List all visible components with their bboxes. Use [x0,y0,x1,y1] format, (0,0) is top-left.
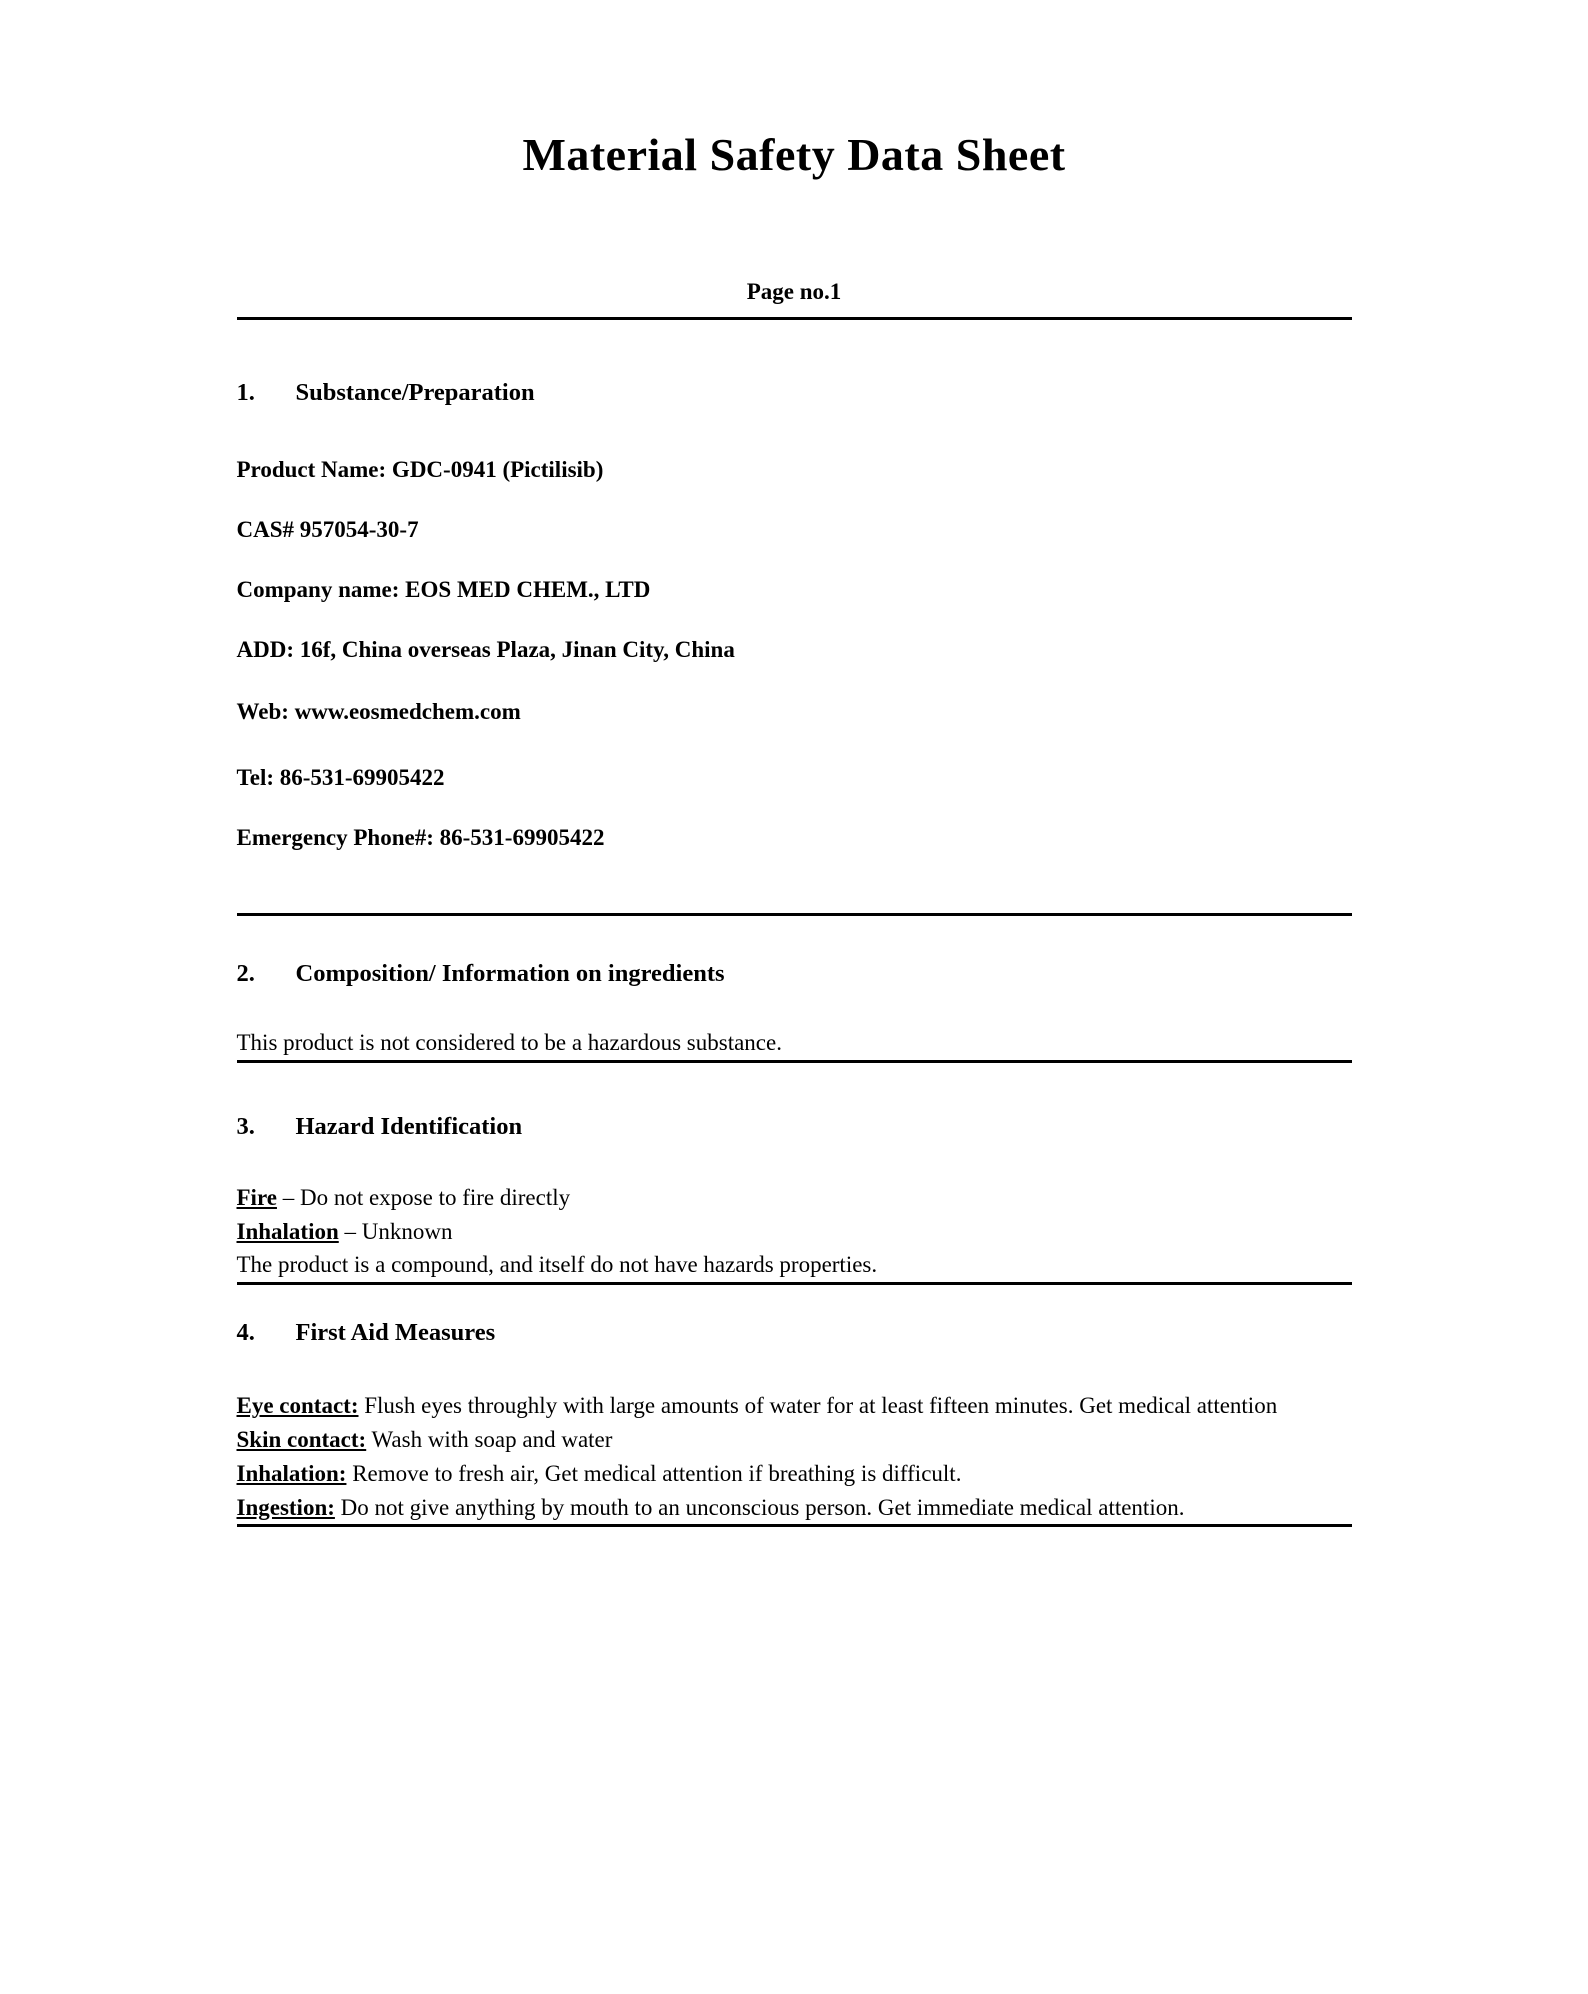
hazard-item-sep: – [338,1218,362,1244]
section-3-heading [237,1113,1352,1141]
section-2-title: Composition/ Information on ingredients [295,960,725,987]
website-line: Web: www.eosmedchem.com [236,699,521,724]
first-aid-item [237,1491,1352,1525]
section-1 [237,320,1352,851]
address-line: ADD: 16f, China overseas Plaza, Jinan City, China [236,637,735,662]
first-aid-item-label: Inhalation: [236,1460,347,1486]
hazard-item [237,1181,1352,1215]
first-aid-item-label: Eye contact: [236,1393,359,1419]
first-aid-item-label: Ingestion: [236,1494,335,1520]
first-aid-item [237,1457,1352,1491]
telephone-line: Tel: 86-531-69905422 [236,765,445,790]
hazard-item-label: Inhalation [236,1218,339,1244]
emergency-phone-line: Emergency Phone#: 86-531-69905422 [236,825,605,850]
hazard-item [237,1215,1352,1249]
section-2-number: 2. [236,960,255,987]
page-number-label: Page no.1 [746,279,842,304]
product-name-line: Product Name: GDC-0941 (Pictilisib) [236,457,604,482]
section-4-number: 4. [236,1319,255,1347]
first-aid-item-text: Do not give anything by mouth to an unconscious person. Get immediate medical attention. [340,1494,1185,1520]
section-4 [237,1319,1352,1524]
section-1-heading [237,379,1352,407]
cas-number-line: CAS# 957054-30-7 [236,517,419,542]
page-title: Material Safety Data Sheet [522,129,1066,180]
hazard-item-sep: – [276,1184,300,1210]
divider-section-4 [237,1524,1352,1527]
first-aid-item [237,1423,1352,1457]
section-4-title: First Aid Measures [295,1319,496,1347]
hazard-item-text: Unknown [361,1218,453,1244]
section-3-number: 3. [236,1112,255,1140]
section-2-heading [237,960,1352,988]
first-aid-item [237,1389,1352,1423]
section-2-body: This product is not considered to be a hazardous substance. [236,1030,782,1055]
first-aid-item-text: Flush eyes throughly with large amounts of water for at least fifteen minutes. Get medical attention [364,1393,1278,1419]
first-aid-item-label: Skin contact: [236,1426,367,1452]
section-1-number: 1. [236,379,255,406]
section-1-title: Substance/Preparation [295,379,535,406]
hazard-item-label: Fire [236,1184,277,1210]
section-3-title: Hazard Identification [295,1112,523,1140]
company-name-line: Company name: EOS MED CHEM., LTD [236,577,651,602]
document-body [237,317,1352,1527]
section-3 [237,1113,1352,1282]
first-aid-item-text: Remove to fresh air, Get medical attention if breathing is difficult. [352,1460,962,1486]
hazard-item-text: Do not expose to fire directly [299,1184,571,1210]
hazard-closing-note: The product is a compound, and itself do not have hazards properties. [236,1252,878,1278]
first-aid-item-text: Wash with soap and water [371,1426,613,1452]
section-2 [237,960,1352,1060]
section-4-heading [237,1319,1352,1347]
